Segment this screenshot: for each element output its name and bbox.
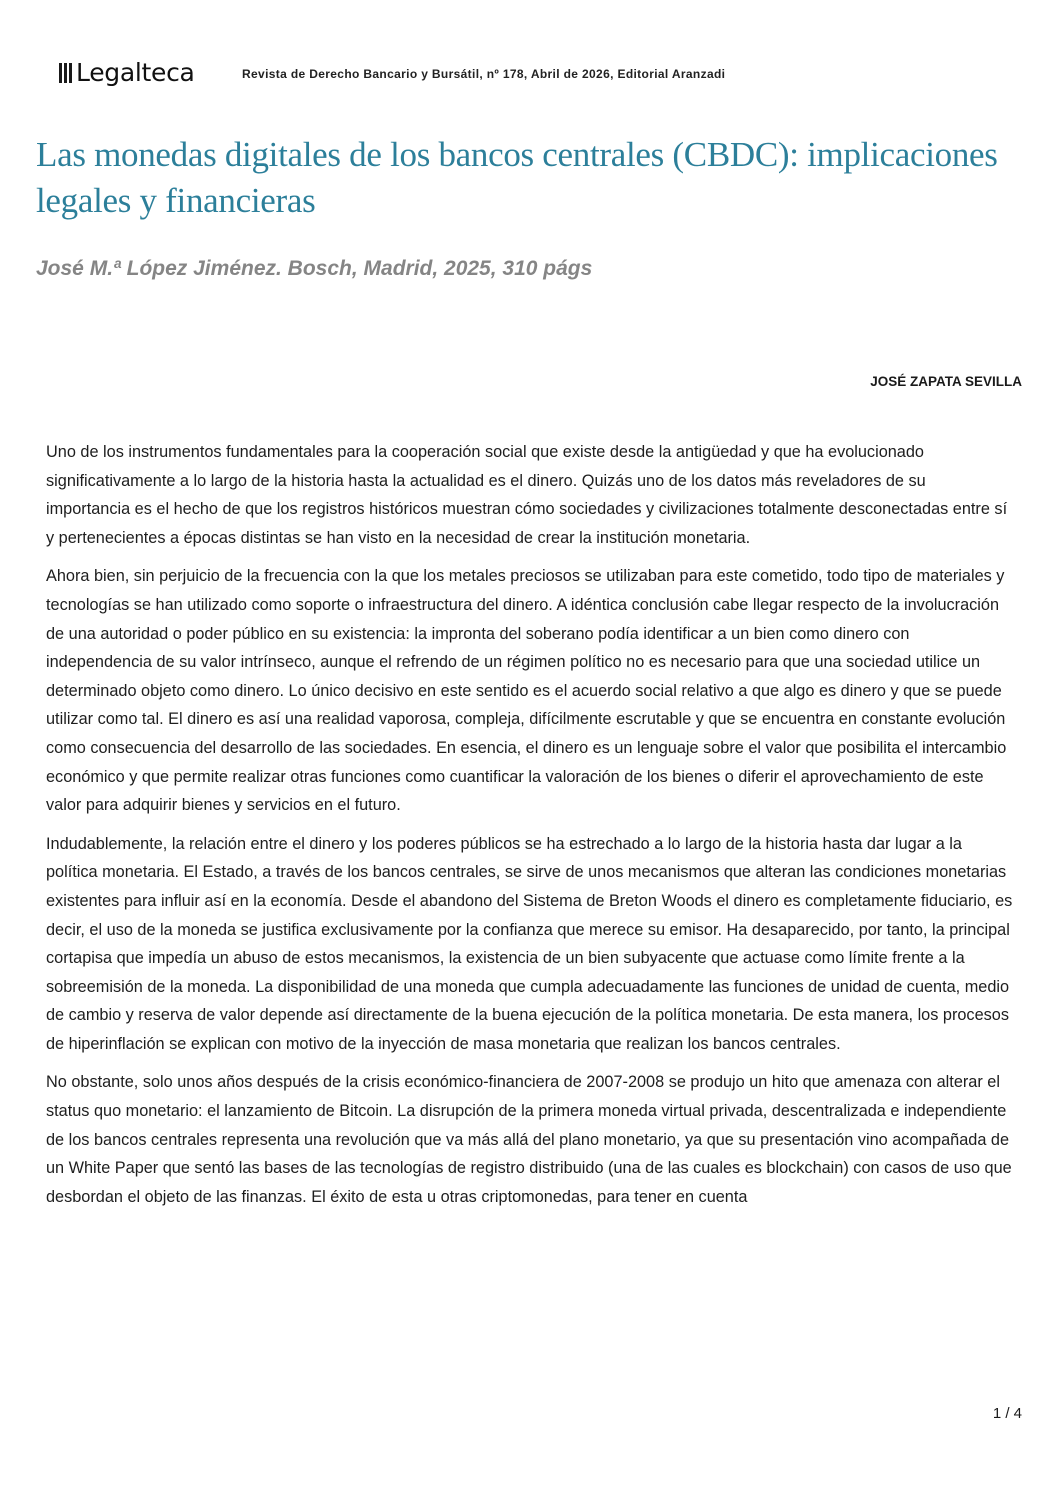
logo-bars-icon <box>59 63 74 83</box>
logo-text: Legalteca <box>76 58 195 87</box>
paragraph: Indudablemente, la relación entre el dinero y los poderes públicos se ha estrechado a lo largo de la historia hasta dar lugar a la política monetaria. El Estado, a través de los bancos centrales, se sirve de unos mecanismos que alteran las condiciones monetarias existentes para influir así en la economía. Desde el abandono del Sistema de Breton Woods el dinero es completamente fiduciario, es decir, el uso de la moneda se justifica exclusivamente por la confianza que merece su emisor. Ha desaparecido, por tanto, la principal cortapisa que impedía un abuso de estos mecanismos, la existencia de un bien subyacente que actuase como límite frente a la sobreemisión de la moneda. La disponibilidad de una moneda que cumpla adecuadamente las funciones de unidad de cuenta, medio de cambio y reserva de valor depende así directamente de la buena ejecución de la política monetaria. De esta manera, los procesos de hiperinflación se explican con motivo de la inyección de masa monetaria que realizan los bancos centrales. <box>46 834 1013 1053</box>
journal-citation: Revista de Derecho Bancario y Bursátil, nº 178, Abril de 2026, Editorial Aranzadi <box>242 67 726 81</box>
book-reference: José M.ª López Jiménez. Bosch, Madrid, 2025, 310 págs <box>36 257 593 280</box>
article-body <box>46 438 1014 1221</box>
legalteca-logo[interactable] <box>59 58 195 88</box>
paragraph: Uno de los instrumentos fundamentales para la cooperación social que existe desde la antigüedad y que ha evolucionado significativamente a lo largo de la historia hasta la actualidad es el dinero. Quizás uno de los datos más reveladores de su importancia es el hecho de que los registros históricos muestran cómo sociedades y civilizaciones totalmente desconectadas entre sí y pertenecientes a épocas distintas se han visto en la necesidad de crear la institución monetaria. <box>46 443 1008 547</box>
article-title: Las monedas digitales de los bancos centrales (CBDC): implicaciones legales y financieras <box>36 135 998 220</box>
paragraph: Ahora bien, sin perjuicio de la frecuencia con la que los metales preciosos se utilizaban para este cometido, todo tipo de materiales y tecnologías se han utilizado como soporte o infraestructura del dinero. A idéntica conclusión cabe llegar respecto de la involucración de una autoridad o poder público en su existencia: la impronta del soberano podía identificar a un bien como dinero con independencia de su valor intrínseco, aunque el refrendo de un régimen político no es necesario para que una sociedad utilice un determinado objeto como dinero. Lo único decisivo en este sentido es el acuerdo social relativo a que algo es dinero y que se puede utilizar como tal. El dinero es así una realidad vaporosa, compleja, difícilmente escrutable y que se encuentra en constante evolución como consecuencia del desarrollo de las sociedades. En esencia, el dinero es un lenguaje sobre el valor que posibilita el intercambio económico y que permite realizar otras funciones como cuantificar la valoración de los bienes o diferir el aprovechamiento de este valor para adquirir bienes y servicios en el futuro. <box>46 567 1007 815</box>
author-name: JOSÉ ZAPATA SEVILLA <box>870 374 1022 389</box>
paragraph: No obstante, solo unos años después de la crisis económico-financiera de 2007-2008 se produjo un hito que amenaza con alterar el status quo monetario: el lanzamiento de Bitcoin. La disrupción de la primera moneda virtual privada, descentralizada e independiente de los bancos centrales representa una revolución que va más allá del plano monetario, ya que su presentación vino acompañada de un White Paper que sentó las bases de las tecnologías de registro distribuido (una de las cuales es blockchain) con casos de uso que desbordan el objeto de las finanzas. El éxito de esta u otras criptomonedas, para tener en cuenta <box>46 1073 1012 1206</box>
page-number: 1 / 4 <box>992 1405 1022 1422</box>
page-header <box>59 58 1019 92</box>
